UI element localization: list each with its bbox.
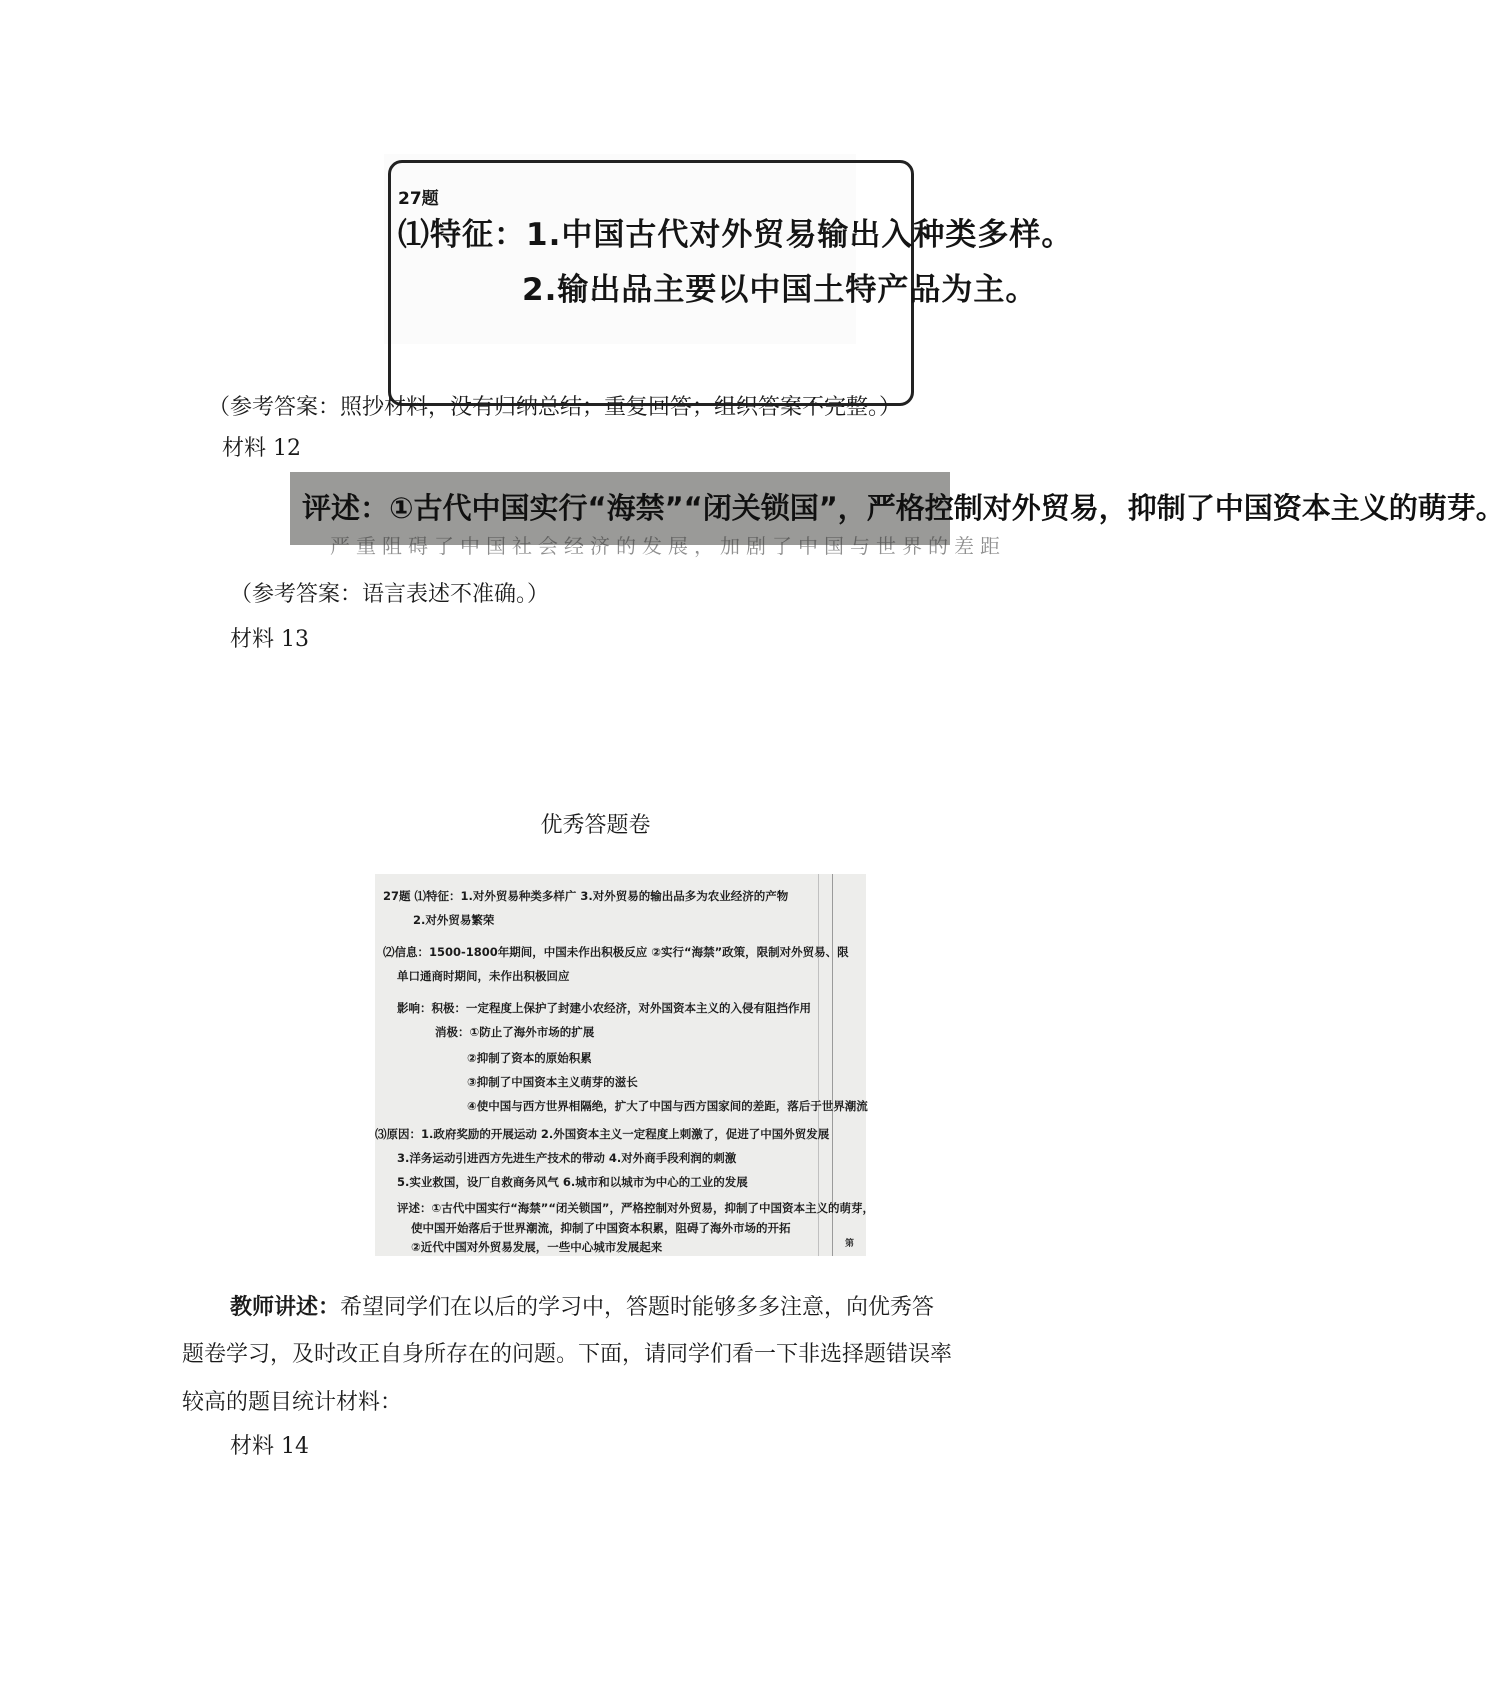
scan-handwriting-line: 消极：①防止了海外市场的扩展 [435,1025,595,1039]
scan-handwriting-line: 5.实业救国，设厂自救商务风气 6.城市和以城市为中心的工业的发展 [397,1175,748,1189]
material-label: 材料 13 [230,627,309,652]
teacher-narration-line: 题卷学习，及时改正自身所存在的问题。下面，请同学们看一下非选择题错误率 [182,1342,953,1367]
answer-scan-commentary-strip [290,472,1505,558]
sheet-page-mark: 第 [845,1239,855,1249]
scan-handwriting-line-partial: 严重阻碍了中国社会经济的发展，加剧了中国与世界的差距 [330,534,1006,558]
reference-answer-note: （参考答案：照抄材料，没有归纳总结；重复回答；组织答案不完整。） [208,395,902,420]
scan-handwriting-line: ③抑制了中国资本主义萌芽的滋长 [467,1075,638,1089]
scan-handwriting-line: 影响：积极：一定程度上保护了封建小农经济，对外国资本主义的入侵有阻挡作用 [397,1001,811,1015]
scan-handwriting-line: 使中国开始落后于世界潮流，抑制了中国资本积累，阻碍了海外市场的开拓 [411,1221,791,1235]
scan-handwriting-line: ⑵信息：1500-1800年期间，中国未作出积极反应 ②实行“海禁”政策，限制对外贸易、限 [383,945,849,959]
material-label: 材料 12 [222,436,301,461]
scan-handwriting-line: 评述：①古代中国实行“海禁”“闭关锁国”，严格控制对外贸易，抑制了中国资本主义的萌芽。 [302,491,1505,525]
scan-handwriting-line: ④使中国与西方世界相隔绝，扩大了中国与西方国家间的差距，落后于世界潮流 [467,1099,868,1113]
scan-handwriting-line: 单口通商时期间，未作出积极回应 [397,969,570,983]
reference-answer-note: （参考答案：语言表述不准确。） [230,582,550,607]
teacher-narration-label: 教师讲述： [230,1294,341,1320]
material-label: 材料 14 [230,1434,309,1459]
section-heading: 优秀答题卷 [540,813,651,838]
scan-handwriting-line: 27题 ⑴特征：1.对外贸易种类多样广 3.对外贸易的输出品多为农业经济的产物 [383,889,789,903]
teacher-narration-line: 较高的题目统计材料： [182,1390,403,1415]
scan-handwriting-line: ⑴特征：1.中国古代对外贸易输出入种类多样。 [398,217,1074,253]
scan-handwriting-line: ⑶原因：1.政府奖励的开展运动 2.外国资本主义一定程度上刺激了，促进了中国外贸发展 [375,1127,830,1141]
excellent-answer-sheet-scan [375,874,874,1256]
teacher-narration-text: 希望同学们在以后的学习中，答题时能够多多注意，向优秀答 [340,1295,935,1320]
scan-handwriting-line: 2.对外贸易繁荣 [413,913,495,927]
scan-handwriting-line: 2.输出品主要以中国土特产品为主。 [522,272,1038,308]
sheet-margin-line [832,874,833,1256]
scan-handwriting-line: 3.洋务运动引进西方先进生产技术的带动 4.对外商手段利润的刺激 [397,1151,737,1165]
teacher-narration-line [230,1292,934,1323]
answer-scan-27-characteristics [384,154,1074,344]
sheet-margin-line [818,874,819,1256]
scan-handwriting-line: ②近代中国对外贸易发展，一些中心城市发展起来 [411,1240,663,1254]
scan-question-number: 27题 [398,189,439,209]
scan-handwriting-line: 评述：①古代中国实行“海禁”“闭关锁国”，严格控制对外贸易，抑制了中国资本主义的萌芽， [397,1201,874,1215]
scan-handwriting-line: ②抑制了资本的原始积累 [467,1051,592,1065]
